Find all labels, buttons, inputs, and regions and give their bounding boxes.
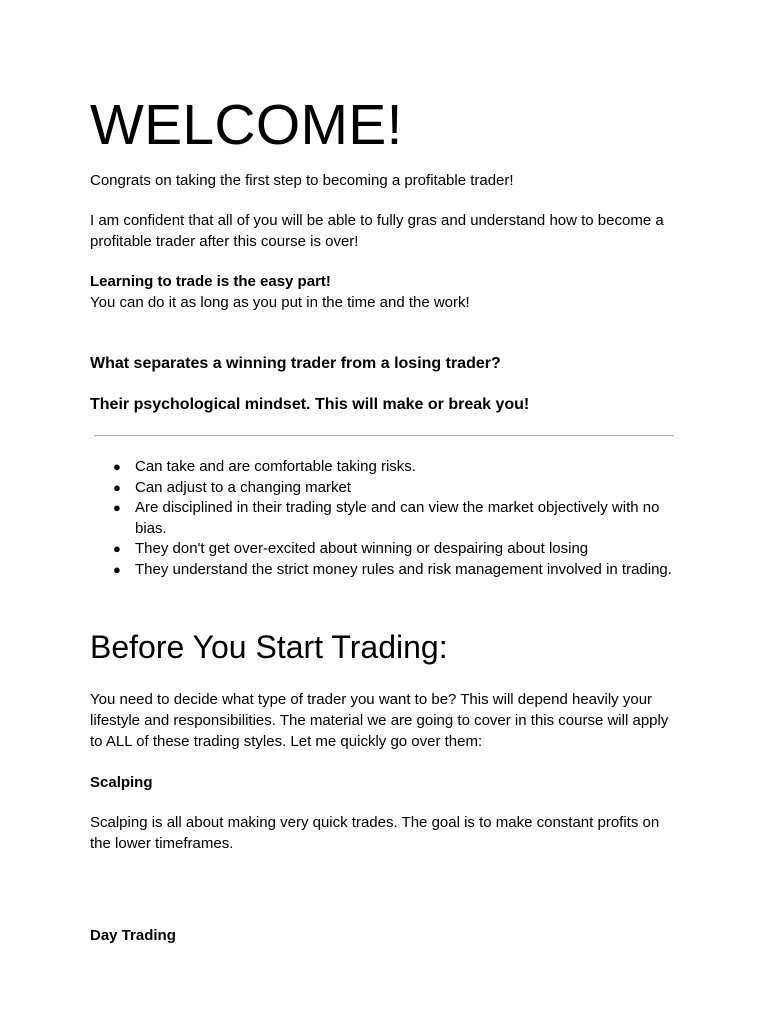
list-item-text: Can take and are comfortable taking risks.: [135, 458, 416, 475]
list-item-text: They understand the strict money rules and risk management involved in trading.: [135, 560, 672, 578]
bullet-icon: ●: [113, 479, 121, 495]
list-item: [90, 457, 680, 478]
trader-traits-list: [90, 457, 680, 580]
day-trading-heading: Day Trading: [90, 927, 176, 944]
easy-part-heading: Learning to trade is the easy part!: [90, 273, 331, 290]
bullet-icon: ●: [113, 561, 121, 577]
list-item: [90, 478, 680, 499]
section-heading: Before You Start Trading:: [90, 629, 448, 665]
scalping-heading: Scalping: [90, 774, 153, 791]
list-item: [90, 560, 680, 581]
document-content: [90, 92, 680, 946]
question-heading: What separates a winning trader from a losing trader?: [90, 355, 501, 372]
list-item: [90, 498, 680, 539]
list-item: [90, 539, 680, 560]
scalping-paragraph: Scalping is all about making very quick trades. The goal is to make constant profits on the lower timeframes.: [90, 814, 660, 852]
list-item-text: Are disciplined in their trading style and can view the market objectively with no bias.: [135, 499, 660, 537]
section-intro-paragraph: You need to decide what type of trader you want to be? This will depend heavily your lifestyle and responsibilities. The material we are going to cover in this course will apply to ALL of these trading styles. Let me quickly go over them:: [90, 691, 669, 750]
bullet-icon: ●: [113, 500, 121, 515]
page-title: WELCOME!: [90, 93, 403, 157]
bullet-icon: ●: [113, 459, 121, 474]
easy-part-text: You can do it as long as you put in the time and the work!: [90, 294, 470, 311]
bullet-icon: ●: [113, 541, 121, 556]
list-item-text: Can adjust to a changing market: [135, 478, 351, 496]
horizontal-divider: [94, 435, 674, 436]
list-item-text: They don't get over-excited about winning or despairing about losing: [135, 540, 589, 557]
intro-paragraph: Congrats on taking the first step to becoming a profitable trader!: [90, 172, 514, 189]
answer-heading: Their psychological mindset. This will make or break you!: [90, 396, 530, 413]
confidence-paragraph: I am confident that all of you will be able to fully gras and understand how to become a profitable trader after this course is over!: [90, 212, 664, 250]
